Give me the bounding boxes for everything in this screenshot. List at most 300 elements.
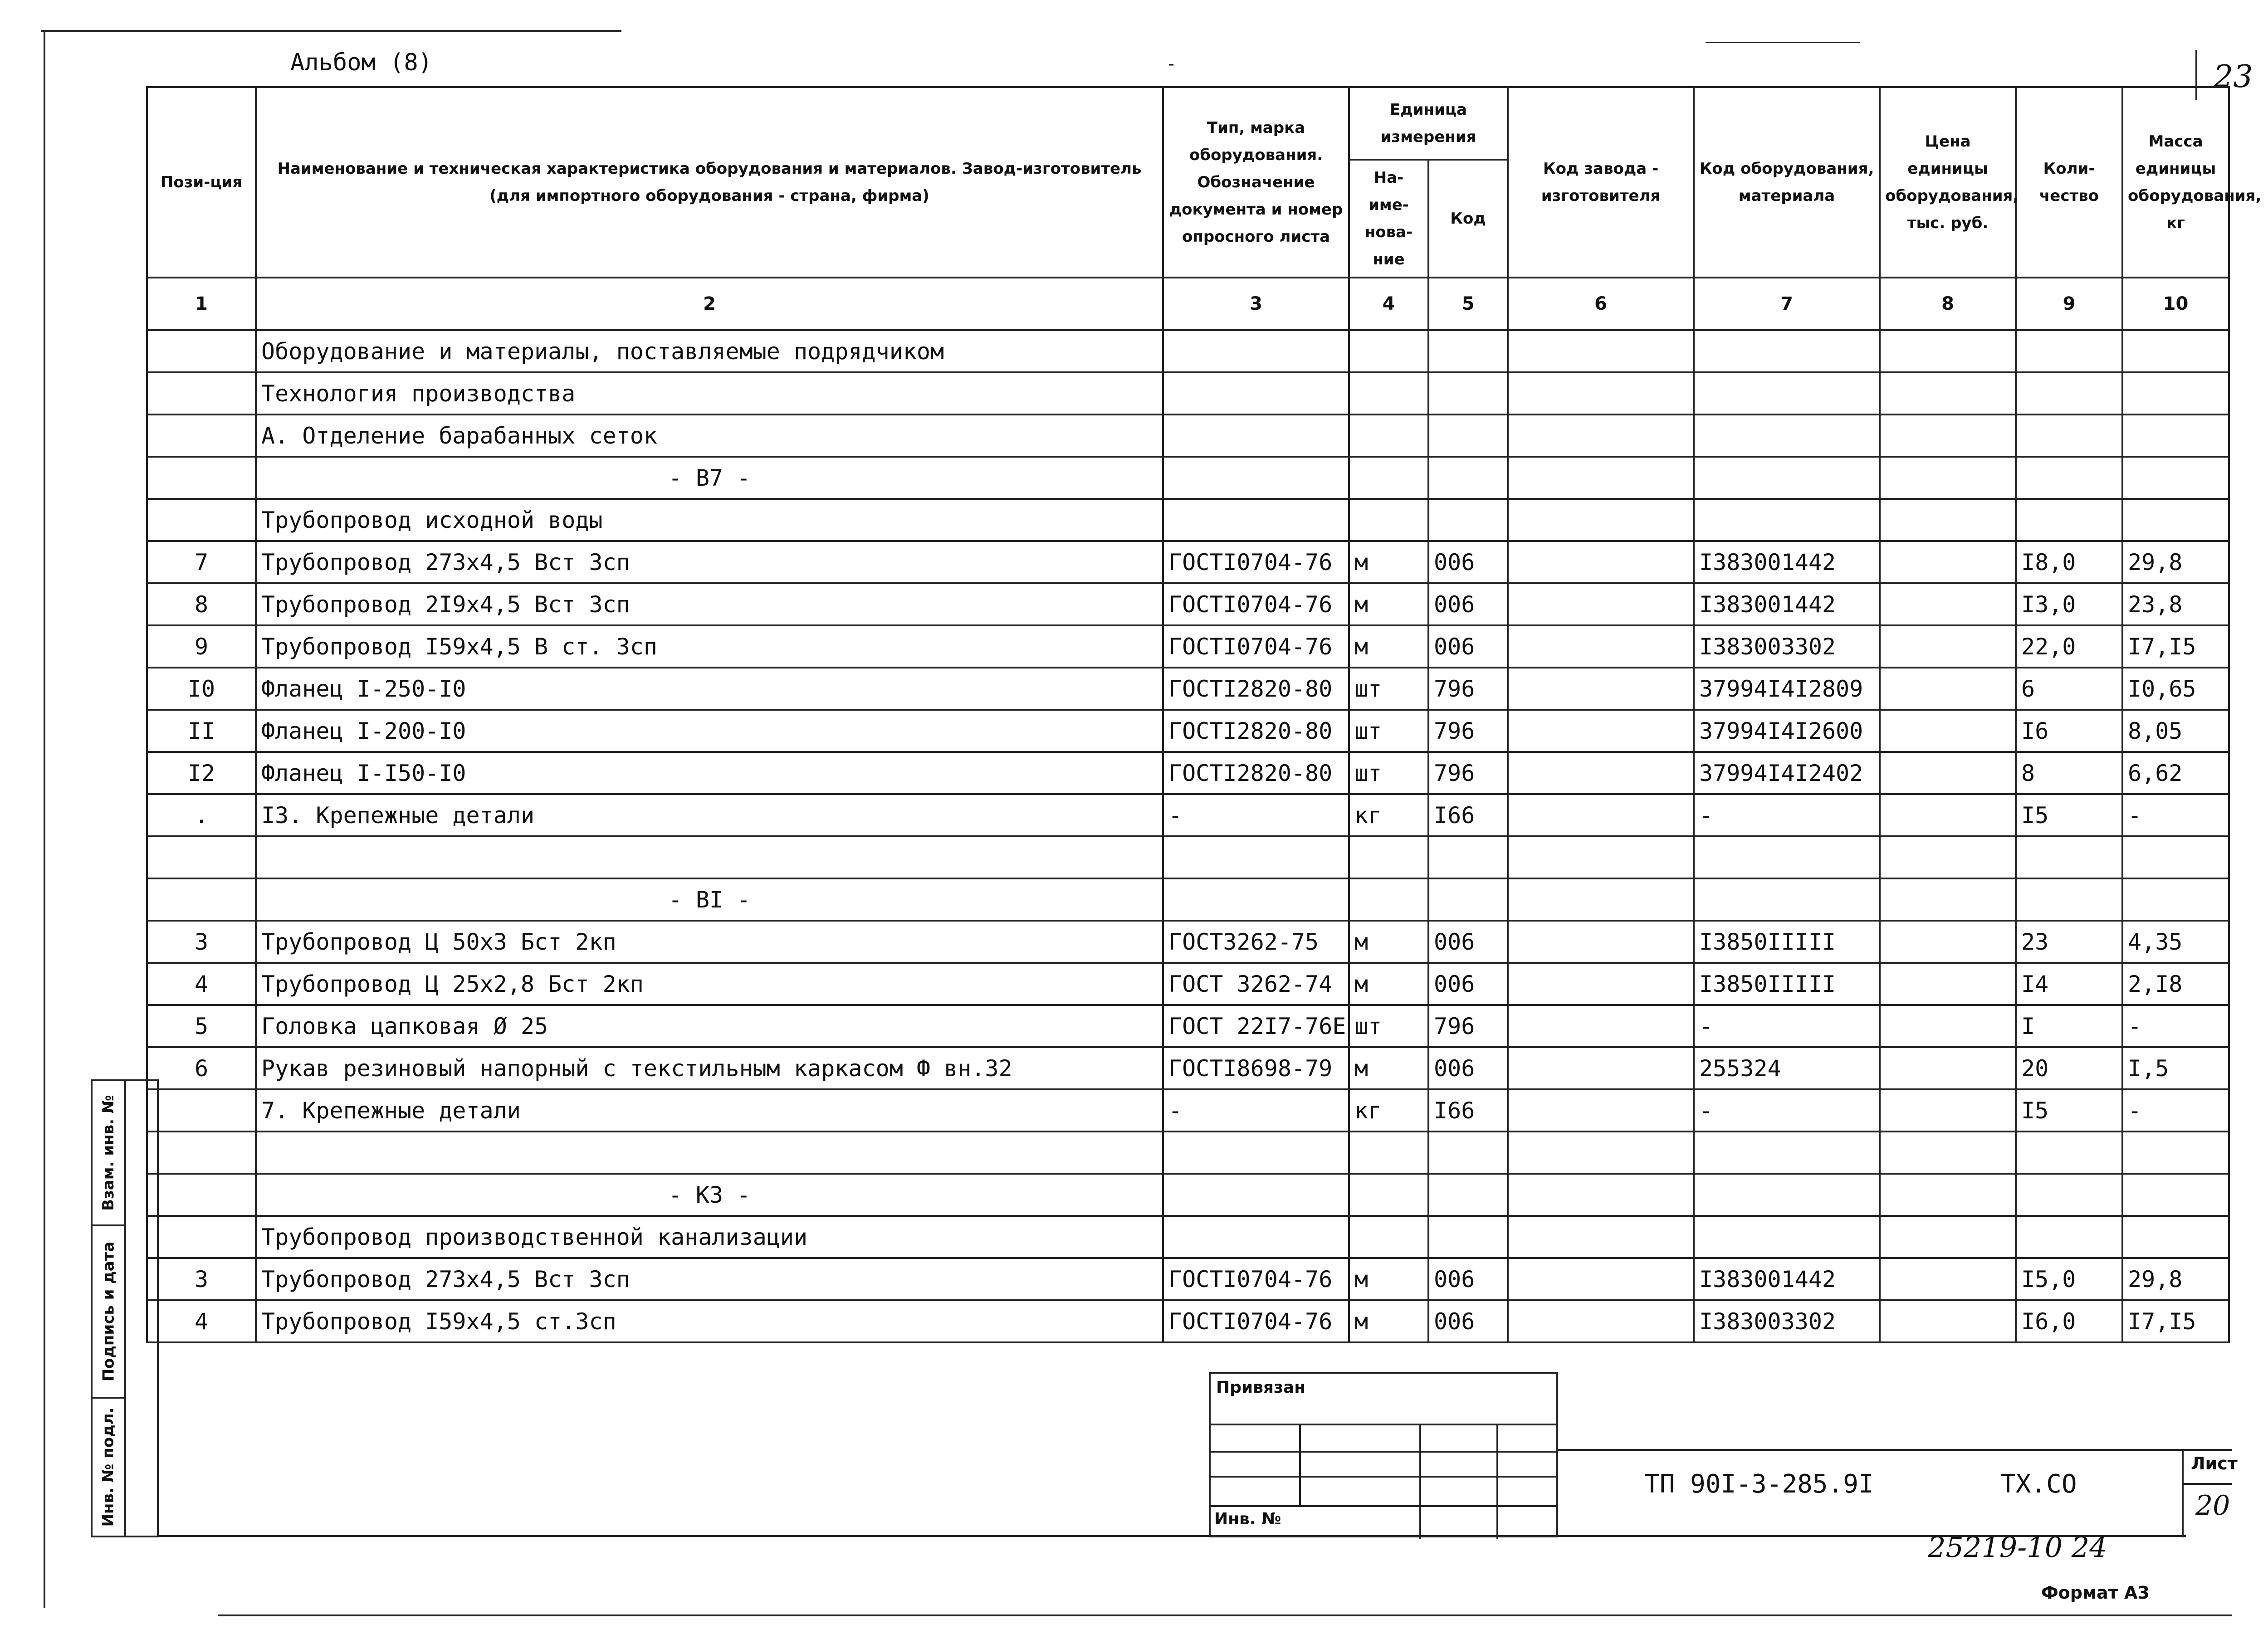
cell-price [1880, 1300, 2016, 1342]
cell-price [1880, 541, 2016, 583]
cell-item-code [1694, 499, 1880, 541]
paper-format: Формат А3 [2041, 1583, 2150, 1603]
cell-mass [2122, 415, 2229, 457]
cell-item-code: I3850IIIII [1694, 921, 1880, 963]
cell-type: ГОСТI0704-76 [1163, 1300, 1349, 1342]
cell-unit: шт [1349, 1005, 1428, 1047]
cell-mass: 8,05 [2122, 710, 2229, 752]
cell-unit: м [1349, 921, 1428, 963]
cell-type: ГОСТI0704-76 [1163, 625, 1349, 668]
cell-unit-code: 796 [1428, 710, 1508, 752]
cell-unit [1349, 1174, 1428, 1216]
cell-name: Фланец I-I50-I0 [256, 752, 1163, 794]
sheet-box-divider [2182, 1483, 2232, 1485]
cell-mass: - [2122, 1089, 2229, 1132]
cell-maker-code [1508, 1174, 1694, 1216]
cell-item-code: 37994I4I2809 [1694, 668, 1880, 710]
margin-sign-date-label: Подпись и дата [99, 1241, 118, 1382]
cell-price [1880, 1216, 2016, 1258]
cell-item-code [1694, 330, 1880, 372]
cell-position [147, 499, 256, 541]
cell-mass: 6,62 [2122, 752, 2229, 794]
cell-type [1163, 415, 1349, 457]
table-row [147, 836, 2229, 878]
title-block-top-line [1558, 1449, 2232, 1451]
cell-position: 4 [147, 1300, 256, 1342]
cell-unit: м [1349, 541, 1428, 583]
cell-maker-code [1508, 921, 1694, 963]
margin-inv-orig [93, 1399, 124, 1536]
cell-name: Рукав резиновый напорный с текстильным каркасом Ф вн.32 [256, 1047, 1163, 1089]
cell-item-code: I383001442 [1694, 541, 1880, 583]
cell-maker-code [1508, 794, 1694, 836]
column-number: 6 [1508, 278, 1694, 330]
table-row [147, 1005, 2229, 1047]
cell-position [147, 836, 256, 878]
cell-name: А. Отделение барабанных сеток [256, 415, 1163, 457]
column-number: 2 [256, 278, 1163, 330]
document-section: ТХ.СО [2000, 1469, 2077, 1499]
cell-name: - BI - [256, 878, 1163, 921]
cell-price [1880, 1047, 2016, 1089]
cell-unit [1349, 330, 1428, 372]
cell-name: Трубопровод производственной канализации [256, 1216, 1163, 1258]
cell-price [1880, 1005, 2016, 1047]
cell-type: ГОСТI0704-76 [1163, 583, 1349, 625]
cell-price [1880, 1089, 2016, 1132]
cell-quantity: I8,0 [2016, 541, 2122, 583]
cell-unit [1349, 499, 1428, 541]
cell-mass: I,5 [2122, 1047, 2229, 1089]
cell-unit [1349, 415, 1428, 457]
cell-unit-code: 006 [1428, 541, 1508, 583]
cell-type: ГОСТI8698-79 [1163, 1047, 1349, 1089]
cell-name: Оборудование и материалы, поставляемые подрядчиком [256, 330, 1163, 372]
cell-item-code: 37994I4I2600 [1694, 710, 1880, 752]
cell-unit-code: 006 [1428, 625, 1508, 668]
cell-type [1163, 1132, 1349, 1174]
cell-quantity: 20 [2016, 1047, 2122, 1089]
cell-unit-code: 796 [1428, 1005, 1508, 1047]
cell-unit-code [1428, 1216, 1508, 1258]
cell-quantity [2016, 499, 2122, 541]
cell-unit: м [1349, 963, 1428, 1005]
cell-position: 4 [147, 963, 256, 1005]
cell-unit [1349, 836, 1428, 878]
cell-maker-code [1508, 710, 1694, 752]
table-row [147, 1174, 2229, 1216]
cell-maker-code [1508, 457, 1694, 499]
cell-unit: кг [1349, 794, 1428, 836]
cell-position [147, 1174, 256, 1216]
cell-item-code: - [1694, 794, 1880, 836]
cell-price [1880, 583, 2016, 625]
table-row [147, 921, 2229, 963]
table-row [147, 794, 2229, 836]
frame-top-right-dash [1706, 42, 1860, 43]
frame-left-line [44, 30, 45, 1608]
page-number: 23 [2214, 59, 2253, 95]
cell-unit-code: 006 [1428, 583, 1508, 625]
cell-mass: I7,I5 [2122, 1300, 2229, 1342]
cell-position [147, 1132, 256, 1174]
cell-maker-code [1508, 499, 1694, 541]
cell-mass [2122, 836, 2229, 878]
cell-price [1880, 415, 2016, 457]
specification-table [146, 86, 2262, 1343]
cell-name: Фланец I-200-I0 [256, 710, 1163, 752]
cell-maker-code [1508, 1132, 1694, 1174]
cell-type [1163, 878, 1349, 921]
column-number: 1 [147, 278, 256, 330]
cell-maker-code [1508, 1216, 1694, 1258]
cell-unit-code: 796 [1428, 752, 1508, 794]
cell-mass [2122, 1216, 2229, 1258]
cell-quantity [2016, 836, 2122, 878]
cell-name: Головка цапковая Ø 25 [256, 1005, 1163, 1047]
cell-price [1880, 625, 2016, 668]
cell-maker-code [1508, 583, 1694, 625]
cell-item-code [1694, 1174, 1880, 1216]
cell-unit-code: 006 [1428, 921, 1508, 963]
binding-col-line [1419, 1424, 1421, 1539]
col-header-maker-code: Код завода - изготовителя [1508, 87, 1694, 278]
cell-maker-code [1508, 625, 1694, 668]
cell-price [1880, 372, 2016, 415]
cell-unit-code [1428, 330, 1508, 372]
cell-type: ГОСТI0704-76 [1163, 541, 1349, 583]
cell-unit: шт [1349, 668, 1428, 710]
cell-quantity: 6 [2016, 668, 2122, 710]
cell-item-code [1694, 415, 1880, 457]
cell-quantity: I5 [2016, 1089, 2122, 1132]
cell-unit-code: I66 [1428, 1089, 1508, 1132]
cell-position: 5 [147, 1005, 256, 1047]
cell-maker-code [1508, 668, 1694, 710]
table-row [147, 372, 2229, 415]
cell-unit: м [1349, 1047, 1428, 1089]
table-row [147, 330, 2229, 372]
cell-name: Трубопровод 273х4,5 Вст 3сп [256, 541, 1163, 583]
cell-item-code [1694, 457, 1880, 499]
cell-mass [2122, 1174, 2229, 1216]
cell-position [147, 1089, 256, 1132]
col-header-name: Наименование и техническая характеристика оборудования и материалов. Завод-изготовитель (для импортного оборудования - страна, фирма) [256, 87, 1163, 278]
cell-type: ГОСТI0704-76 [1163, 1258, 1349, 1300]
cell-unit-code: I66 [1428, 794, 1508, 836]
cell-type [1163, 1174, 1349, 1216]
col-header-type: Тип, марка оборудования. Обозначение документа и номер опросного листа [1163, 87, 1349, 278]
cell-item-code: I383003302 [1694, 625, 1880, 668]
cell-unit: м [1349, 625, 1428, 668]
table-row [147, 541, 2229, 583]
column-number: 4 [1349, 278, 1428, 330]
table-row [147, 625, 2229, 668]
cell-type [1163, 1216, 1349, 1258]
cell-quantity [2016, 878, 2122, 921]
cell-item-code: 37994I4I2402 [1694, 752, 1880, 794]
cell-maker-code [1508, 878, 1694, 921]
cell-maker-code [1508, 963, 1694, 1005]
cell-position [147, 457, 256, 499]
table-row [147, 1132, 2229, 1174]
cell-position: 7 [147, 541, 256, 583]
cell-item-code [1694, 836, 1880, 878]
cell-quantity [2016, 1132, 2122, 1174]
table-row [147, 878, 2229, 921]
cell-position [147, 878, 256, 921]
margin-replace-inv-label: Взам. инв. № [99, 1095, 117, 1211]
cell-item-code: I383003302 [1694, 1300, 1880, 1342]
cell-maker-code [1508, 836, 1694, 878]
cell-position [147, 415, 256, 457]
column-number: 8 [1880, 278, 2016, 330]
cell-item-code: I383001442 [1694, 1258, 1880, 1300]
margin-inv-orig-label: Инв. № подл. [99, 1407, 117, 1527]
cell-position: I0 [147, 668, 256, 710]
cell-position: I2 [147, 752, 256, 794]
cell-name: Трубопровод I59х4,5 ст.3сп [256, 1300, 1163, 1342]
cell-quantity [2016, 457, 2122, 499]
cell-unit [1349, 457, 1428, 499]
cell-quantity [2016, 415, 2122, 457]
cell-unit-code [1428, 1132, 1508, 1174]
cell-position: 9 [147, 625, 256, 668]
column-number: 3 [1163, 278, 1349, 330]
margin-replace-inv [93, 1081, 124, 1226]
col-header-price: Цена единицы оборудования, тыс. руб. [1880, 87, 2016, 278]
document-code: ТП 90I-3-285.9I [1644, 1469, 1874, 1499]
sheet-number: 20 [2195, 1490, 2230, 1522]
cell-price [1880, 499, 2016, 541]
cell-type [1163, 330, 1349, 372]
table-row [147, 752, 2229, 794]
table-row [147, 710, 2229, 752]
cell-unit-code: 006 [1428, 1300, 1508, 1342]
cell-mass: - [2122, 1005, 2229, 1047]
cell-price [1880, 330, 2016, 372]
table-row [147, 457, 2229, 499]
top-mark: - [1166, 54, 1177, 74]
cell-item-code [1694, 372, 1880, 415]
cell-item-code [1694, 1216, 1880, 1258]
cell-name [256, 836, 1163, 878]
cell-unit: кг [1349, 1089, 1428, 1132]
table-row [147, 1300, 2229, 1342]
table-row [147, 1258, 2229, 1300]
cell-unit [1349, 878, 1428, 921]
cell-maker-code [1508, 752, 1694, 794]
cell-price [1880, 1174, 2016, 1216]
cell-item-code: I3850IIIII [1694, 963, 1880, 1005]
cell-quantity: 23 [2016, 921, 2122, 963]
table-row [147, 668, 2229, 710]
cell-type: ГОСТI2820-80 [1163, 710, 1349, 752]
cell-quantity: I [2016, 1005, 2122, 1047]
cell-price [1880, 668, 2016, 710]
cell-quantity: I5 [2016, 794, 2122, 836]
table-row [147, 1047, 2229, 1089]
cell-unit-code [1428, 878, 1508, 921]
cell-position [147, 330, 256, 372]
cell-name [256, 1132, 1163, 1174]
col-header-mass: Масса единицы оборудования, кг [2122, 87, 2229, 278]
cell-item-code: - [1694, 1089, 1880, 1132]
binding-col-line [1496, 1424, 1498, 1539]
cell-mass [2122, 878, 2229, 921]
cell-type [1163, 499, 1349, 541]
cell-name: - К3 - [256, 1174, 1163, 1216]
binding-row-line [1211, 1451, 1556, 1453]
binding-col-line [1299, 1424, 1301, 1505]
cell-unit [1349, 1132, 1428, 1174]
cell-name: Технология производства [256, 372, 1163, 415]
cell-name: Фланец I-250-I0 [256, 668, 1163, 710]
cell-item-code: 255324 [1694, 1047, 1880, 1089]
cell-mass: 29,8 [2122, 1258, 2229, 1300]
frame-top-line [41, 30, 621, 32]
cell-position: 3 [147, 1258, 256, 1300]
cell-name: Трубопровод 2I9х4,5 Вст 3сп [256, 583, 1163, 625]
table-row [147, 1089, 2229, 1132]
cell-name: Трубопровод I59х4,5 В ст. 3сп [256, 625, 1163, 668]
margin-divider [124, 1081, 126, 1536]
col-header-quantity: Коли-чество [2016, 87, 2122, 278]
col-header-unit-group: Единица измерения [1349, 87, 1508, 160]
cell-item-code [1694, 878, 1880, 921]
table-row [147, 1216, 2229, 1258]
cell-quantity: 8 [2016, 752, 2122, 794]
cell-unit-code [1428, 457, 1508, 499]
table-bottom-line [159, 1535, 2186, 1537]
cell-maker-code [1508, 1047, 1694, 1089]
cell-maker-code [1508, 415, 1694, 457]
cell-name: I3. Крепежные детали [256, 794, 1163, 836]
cell-position: 6 [147, 1047, 256, 1089]
cell-price [1880, 1258, 2016, 1300]
cell-type: ГОСТI2820-80 [1163, 668, 1349, 710]
binding-row-line [1211, 1424, 1556, 1425]
cell-unit: шт [1349, 752, 1428, 794]
column-number: 5 [1428, 278, 1508, 330]
binding-row-line [1211, 1476, 1556, 1478]
binding-stamp [1209, 1372, 1558, 1537]
column-number: 10 [2122, 278, 2229, 330]
cell-unit [1349, 1216, 1428, 1258]
cell-mass: - [2122, 794, 2229, 836]
cell-item-code: - [1694, 1005, 1880, 1047]
album-label: Альбом (8) [290, 49, 433, 76]
cell-unit [1349, 372, 1428, 415]
cell-maker-code [1508, 1005, 1694, 1047]
cell-mass: I0,65 [2122, 668, 2229, 710]
cell-name: Трубопровод Ц 25х2,8 Бст 2кп [256, 963, 1163, 1005]
cell-maker-code [1508, 1089, 1694, 1132]
cell-name: - В7 - [256, 457, 1163, 499]
cell-quantity: I6,0 [2016, 1300, 2122, 1342]
col-header-unit-name: На-име-нова-ние [1349, 160, 1428, 278]
cell-maker-code [1508, 372, 1694, 415]
frame-bottom-line [218, 1614, 2232, 1616]
cell-maker-code [1508, 541, 1694, 583]
sheet-label: Лист [2191, 1454, 2238, 1473]
cell-mass: 2,I8 [2122, 963, 2229, 1005]
cell-unit-code: 796 [1428, 668, 1508, 710]
cell-name: Трубопровод исходной воды [256, 499, 1163, 541]
cell-quantity: I6 [2016, 710, 2122, 752]
cell-name: Трубопровод Ц 50х3 Бст 2кп [256, 921, 1163, 963]
cell-type [1163, 372, 1349, 415]
cell-unit: м [1349, 583, 1428, 625]
cell-type: ГОСТ3262-75 [1163, 921, 1349, 963]
cell-unit-code: 006 [1428, 1047, 1508, 1089]
cell-quantity: I3,0 [2016, 583, 2122, 625]
cell-price [1880, 921, 2016, 963]
cell-quantity: 22,0 [2016, 625, 2122, 668]
cell-item-code [1694, 1132, 1880, 1174]
cell-price [1880, 794, 2016, 836]
cell-position: 3 [147, 921, 256, 963]
col-header-item-code: Код оборудования, материала [1694, 87, 1880, 278]
cell-mass [2122, 1132, 2229, 1174]
cell-quantity: I5,0 [2016, 1258, 2122, 1300]
binding-inv-label: Инв. № [1214, 1510, 1281, 1528]
cell-quantity [2016, 1174, 2122, 1216]
cell-price [1880, 457, 2016, 499]
cell-type: ГОСТ 3262-74 [1163, 963, 1349, 1005]
cell-type [1163, 836, 1349, 878]
cell-unit-code: 006 [1428, 963, 1508, 1005]
table-row [147, 963, 2229, 1005]
cell-unit-code [1428, 1174, 1508, 1216]
cell-mass [2122, 457, 2229, 499]
cell-position [147, 1216, 256, 1258]
cell-quantity: I4 [2016, 963, 2122, 1005]
cell-mass: 23,8 [2122, 583, 2229, 625]
table-row [147, 415, 2229, 457]
cell-maker-code [1508, 1258, 1694, 1300]
cell-mass [2122, 372, 2229, 415]
cell-item-code: I383001442 [1694, 583, 1880, 625]
cell-price [1880, 752, 2016, 794]
cell-unit-code [1428, 836, 1508, 878]
binding-label: Привязан [1216, 1378, 1306, 1397]
cell-position [147, 372, 256, 415]
cell-mass [2122, 499, 2229, 541]
cell-price [1880, 963, 2016, 1005]
cell-quantity [2016, 330, 2122, 372]
margin-stamp [91, 1079, 159, 1537]
cell-unit-code [1428, 499, 1508, 541]
cell-unit: шт [1349, 710, 1428, 752]
cell-mass: 29,8 [2122, 541, 2229, 583]
cell-type: - [1163, 794, 1349, 836]
binding-row-line [1211, 1505, 1556, 1507]
cell-quantity [2016, 1216, 2122, 1258]
cell-price [1880, 710, 2016, 752]
cell-mass [2122, 330, 2229, 372]
cell-mass: I7,I5 [2122, 625, 2229, 668]
margin-sign-date [93, 1226, 124, 1399]
cell-name: 7. Крепежные детали [256, 1089, 1163, 1132]
col-header-position: Пози-ция [147, 87, 256, 278]
cell-type: - [1163, 1089, 1349, 1132]
cell-unit-code [1428, 372, 1508, 415]
cell-unit: м [1349, 1300, 1428, 1342]
cell-unit: м [1349, 1258, 1428, 1300]
column-number: 9 [2016, 278, 2122, 330]
archive-number: 25219-10 24 [1928, 1531, 2107, 1564]
